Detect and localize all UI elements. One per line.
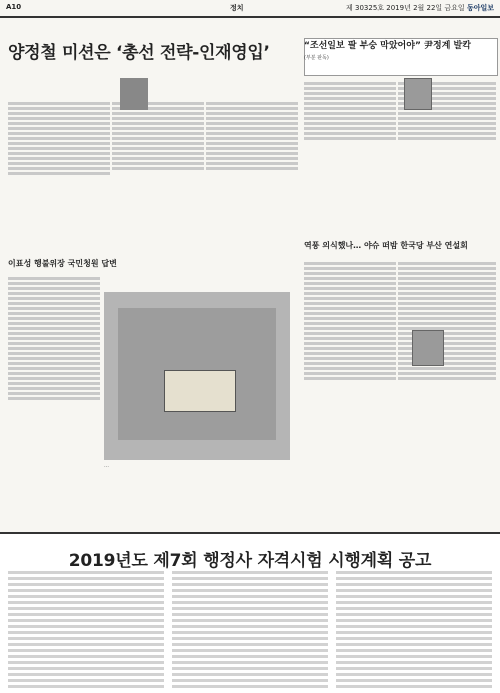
- announcement-ad: [0, 532, 500, 693]
- certificate-board: [164, 370, 236, 412]
- author-photo: [120, 78, 148, 110]
- article-col-2: [112, 100, 204, 250]
- article-col-3: [206, 100, 298, 250]
- section-number: A10: [6, 3, 22, 11]
- right-lower-col-2: [398, 260, 496, 520]
- main-headline: 양정철 미션은 ‘총선 전략-인재영입’: [8, 43, 270, 63]
- left-mid-article: [8, 275, 100, 515]
- announcement-title: 2019년도 제7회 행정사 자격시험 시행계획 공고: [68, 551, 432, 571]
- right-lower-section-title: 역풍 의식했나… 야슈 떠밤 한국당 부산 연설회: [304, 241, 468, 250]
- masthead-bar: [0, 0, 500, 18]
- date-line: 제 30325호 2019년 2월 22일 금요일: [346, 4, 465, 12]
- announcement-col-1: [8, 568, 164, 688]
- right-article-col-1: [304, 80, 396, 230]
- left-mid-section-title: 이표성 행불위장 국민청원 답변: [8, 259, 117, 268]
- announcement-body: [8, 568, 492, 688]
- photo-caption: …: [104, 463, 109, 469]
- main-photo: [104, 292, 290, 460]
- section-name: 정치: [230, 4, 244, 12]
- right-lower-photo: [412, 330, 444, 366]
- right-top-headline: “조선일보 팔 부숭 막았어야” 尹정계 발칵: [304, 41, 471, 51]
- right-lower-col-1: [304, 260, 396, 520]
- article-col-1: [8, 100, 110, 250]
- announcement-col-2: [172, 568, 328, 688]
- date-and-brand: [346, 3, 494, 13]
- right-article-photo: [404, 78, 432, 110]
- right-top-subtitle: (부분 판독): [304, 55, 329, 61]
- brand-name: 동아일보: [466, 4, 494, 12]
- announcement-col-3: [336, 568, 492, 688]
